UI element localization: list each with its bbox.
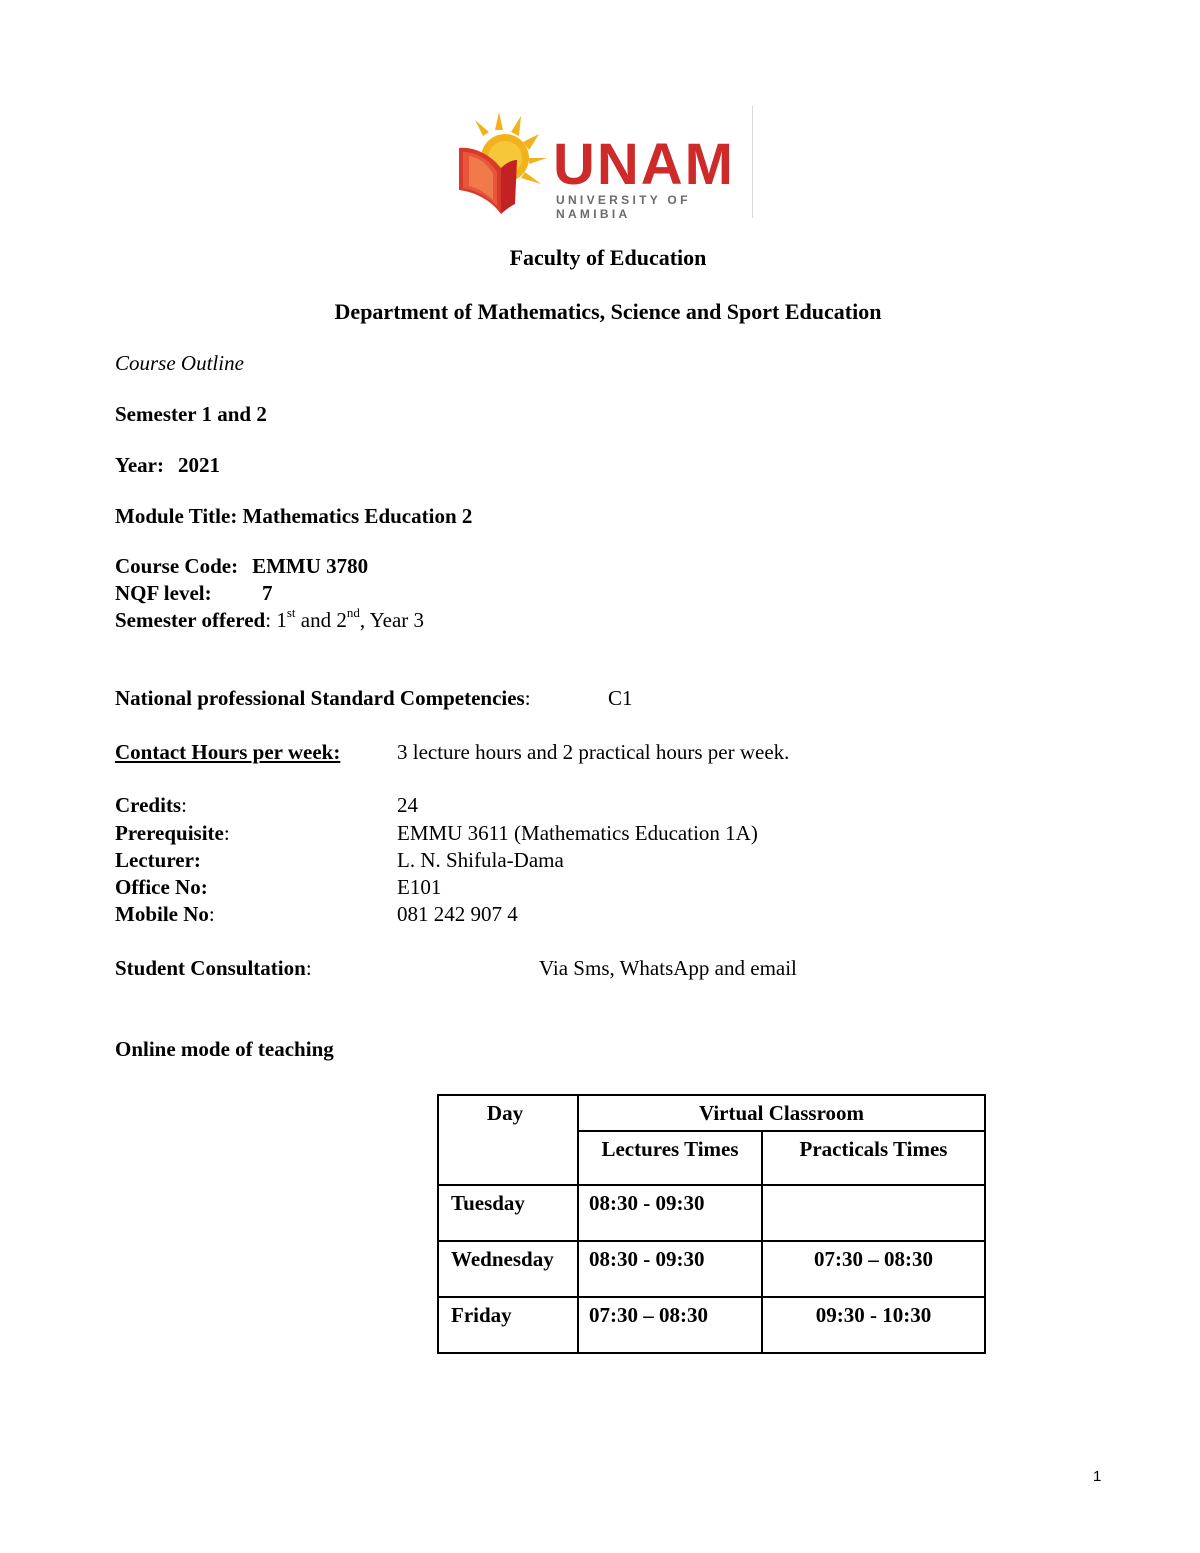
table-row [438,1185,985,1241]
competencies-line: National professional Standard Competencies: [115,686,531,710]
table-cell [578,1095,985,1131]
nqf-value: 7 [262,581,273,605]
semester-line: Semester 1 and 2 [115,402,267,426]
credits-label: Credits [115,793,182,817]
table-row [438,1241,985,1297]
semester-offered-end: , Year 3 [359,608,425,632]
day-header: Day [486,1101,524,1125]
nqf-line [115,580,212,606]
office-label: Office No: [115,875,208,899]
lecture-time-cell: 08:30 - 09:30 [589,1247,705,1271]
table-cell [762,1297,985,1353]
lecture-time-cell: 08:30 - 09:30 [589,1191,705,1215]
year-label: Year: [115,453,164,477]
semester-offered-first: 1 [276,608,287,632]
lectures-times-header: Lectures Times [601,1137,739,1161]
practical-time-cell [763,1186,984,1190]
table-cell [438,1241,578,1297]
semester-offered-line: Semester offered: 1st and 2nd, Year 3 [115,605,425,632]
unam-logo [455,106,757,221]
table-cell [762,1241,985,1297]
credits-value: 24 [397,793,418,817]
course-code-line [115,553,368,579]
competencies-label: National professional Standard Competencies [115,686,525,710]
module-title: Module Title: Mathematics Education 2 [115,504,473,528]
mobile-line: Mobile No: [115,902,215,926]
mobile-value: 081 242 907 4 [397,902,518,926]
table-cell [438,1297,578,1353]
course-outline-label: Course Outline [115,351,244,375]
semester-offered-mid: and 2 [295,608,347,632]
page-number: 1 [1093,1468,1102,1485]
day-cell: Tuesday [451,1191,525,1215]
prerequisite-label: Prerequisite [115,821,224,845]
practical-time-cell: 09:30 - 10:30 [815,1303,932,1327]
faculty-heading: Faculty of Education [509,245,707,270]
sup-nd: nd [346,605,360,620]
consultation-value: Via Sms, WhatsApp and email [539,956,797,980]
logo-wordmark: UNAM [553,132,735,197]
table-row [438,1297,985,1353]
course-code-label: Course Code: [115,554,239,578]
table-header-row [438,1095,985,1131]
competencies-value: C1 [608,686,633,710]
consultation-label: Student Consultation [115,956,306,980]
consultation-line: Student Consultation: [115,956,312,980]
semester-offered-label: Semester offered [115,608,266,632]
table-cell [438,1095,578,1185]
table-cell [438,1185,578,1241]
sup-st: st [286,605,296,620]
mobile-label: Mobile No [115,902,209,926]
practicals-times-header: Practicals Times [799,1137,948,1161]
lecture-time-cell: 07:30 – 08:30 [589,1303,708,1327]
table-cell [578,1297,762,1353]
day-cell: Friday [451,1303,512,1327]
table-cell [578,1241,762,1297]
prerequisite-line: Prerequisite: [115,821,230,845]
sun-book-icon [455,106,551,218]
nqf-label: NQF level: [115,581,212,605]
virtual-classroom-header: Virtual Classroom [698,1101,865,1125]
lecturer-value: L. N. Shifula-Dama [397,848,564,872]
lecturer-label: Lecturer: [115,848,201,872]
day-cell: Wednesday [451,1247,554,1271]
course-code-value: EMMU 3780 [252,554,369,578]
table-cell [762,1185,985,1241]
practical-time-cell: 07:30 – 08:30 [814,1247,933,1271]
online-mode-heading: Online mode of teaching [115,1037,334,1061]
logo-divider [752,106,753,218]
contact-hours-label: Contact Hours per week: [115,740,341,764]
office-value: E101 [397,875,442,899]
schedule-table [437,1094,986,1354]
table-cell [578,1131,762,1185]
year-value: 2021 [177,453,220,477]
prerequisite-value: EMMU 3611 (Mathematics Education 1A) [397,821,758,845]
department-heading: Department of Mathematics, Science and Sport Education [334,299,882,324]
credits-line: Credits: [115,793,187,817]
contact-hours-value: 3 lecture hours and 2 practical hours per week. [397,740,790,764]
table-cell [762,1131,985,1185]
year-line [115,452,220,478]
logo-subtitle: UNIVERSITY OF NAMIBIA [556,193,691,221]
table-cell [578,1185,762,1241]
